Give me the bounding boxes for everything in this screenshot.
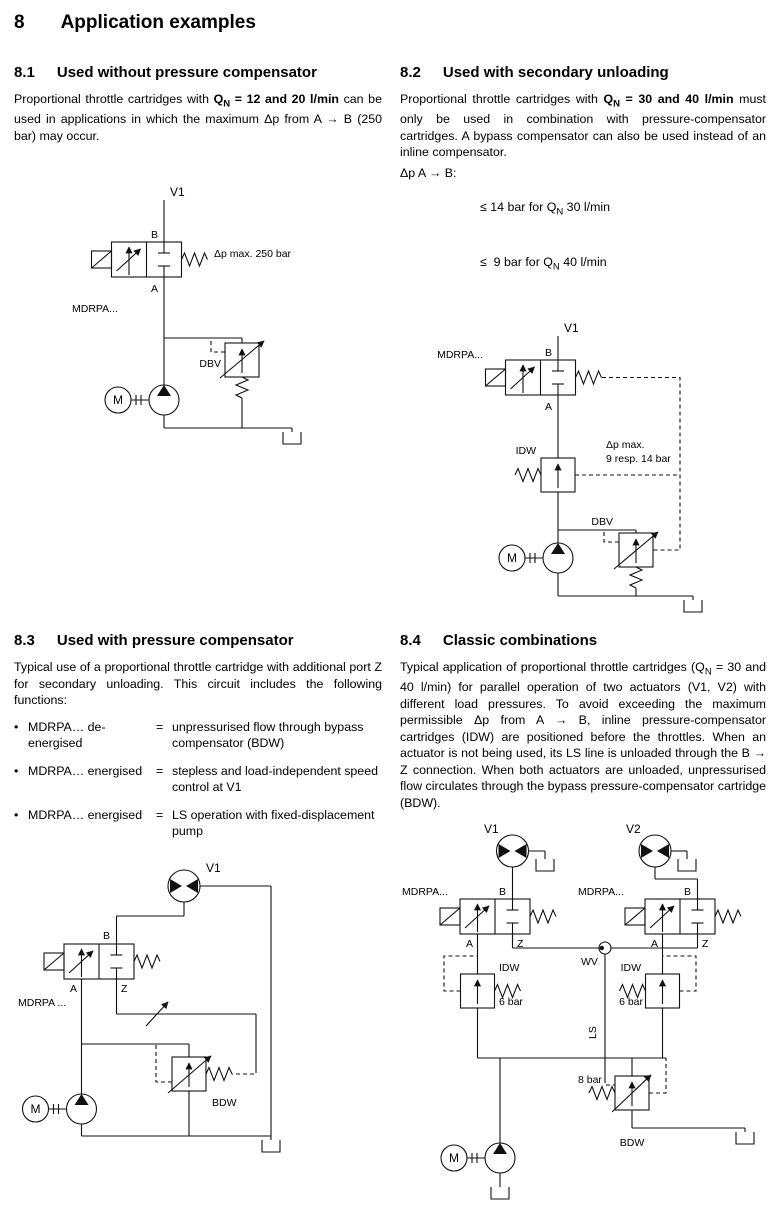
adjustment-arrow	[612, 1075, 651, 1112]
section-title: Used with pressure compensator	[56, 632, 294, 650]
section-number: 8.3	[14, 632, 35, 650]
proportional-throttle-valve-symbol	[44, 944, 160, 979]
list-term: MDRPA… de-energised	[28, 719, 106, 750]
section-heading	[400, 64, 766, 81]
label-motor-m: M	[507, 551, 517, 566]
label-port-b: B	[150, 229, 158, 242]
paragraph	[400, 659, 766, 811]
label-dp-max-2: 9 resp. 14 bar	[606, 453, 671, 466]
subscript: N	[556, 206, 564, 218]
list-desc: unpressurised flow through bypass compensator (BDW)	[172, 719, 364, 750]
bdw-spring	[206, 1067, 232, 1080]
list-term: MDRPA… energised	[28, 764, 143, 779]
page-header	[14, 12, 766, 34]
proportional-throttle-valve-symbol	[486, 360, 602, 395]
delta-p-values	[480, 165, 610, 309]
text-run: = 30 and 40 l/min	[619, 92, 734, 106]
tank-symbol	[684, 600, 702, 612]
section-number: 8.4	[400, 632, 421, 650]
pipe-lines	[478, 851, 746, 1187]
section-title: Classic combinations	[442, 632, 598, 650]
relief-valve-spring	[236, 377, 248, 398]
page-title: Application examples	[60, 12, 256, 33]
section-8-4	[400, 618, 766, 1207]
label-dp-max: Δp max. 250 bar	[214, 248, 292, 261]
section-number: 8.1	[14, 64, 35, 81]
bullet-marker: •	[14, 719, 19, 734]
delta-p-spec	[400, 165, 766, 309]
section-number: 8.2	[400, 64, 421, 81]
label-port-a: A	[69, 982, 77, 995]
paragraph: Typical use of a proportional throttle cartridge with additional port Z for secondary unloading. This circuit includes the following functions:	[14, 660, 382, 708]
delta-p-line-1	[480, 199, 610, 219]
diagram-8-2	[408, 318, 738, 618]
label-port-z2: Z	[702, 938, 709, 951]
label-wv: WV	[581, 956, 598, 969]
bullet-marker: •	[14, 808, 19, 823]
tank-symbol	[262, 1140, 280, 1152]
pressure-compensator-idw2-symbol	[646, 974, 680, 1008]
label-mdrpa: MDRPA...	[437, 349, 483, 362]
drain-tank-symbol	[536, 859, 554, 871]
label-ls: LS	[587, 1026, 599, 1040]
hydraulic-motor-v1-symbol	[497, 835, 529, 867]
text-run: 30 l/min	[563, 200, 611, 215]
label-v2: V2	[626, 822, 641, 837]
label-mdrpa-2: MDRPA...	[578, 886, 624, 899]
label-6bar-1: 6 bar	[499, 996, 523, 1009]
ls-pilot-line	[605, 1079, 615, 1085]
list-desc: LS operation with fixed-displacement pump	[172, 808, 375, 839]
label-port-a2: A	[650, 938, 658, 951]
text-run: Q	[213, 92, 224, 106]
label-port-z1: Z	[517, 938, 524, 951]
dbv-pilot-line	[604, 530, 619, 542]
subscript: N	[223, 98, 231, 110]
pilot-line	[211, 338, 225, 352]
label-port-b1: B	[498, 886, 506, 899]
label-dp-max-1: Δp max.	[606, 439, 645, 452]
function-list	[14, 719, 382, 840]
pressure-compensator-idw1-symbol	[461, 974, 495, 1008]
label-v1: V1	[206, 860, 221, 875]
label-v1: V1	[564, 321, 579, 336]
label-mdrpa: MDRPA...	[72, 303, 118, 316]
suction-tank-symbol	[491, 1187, 509, 1199]
pipe-lines	[558, 336, 693, 600]
section-heading	[400, 632, 766, 649]
list-desc: stepless and load-independent speed control at V1	[172, 764, 378, 795]
text-run: Typical application of proportional throttle cartridges (Q	[400, 660, 705, 675]
bypass-compensator-bdw-symbol	[172, 1057, 206, 1091]
label-idw1: IDW	[499, 962, 520, 975]
equals-sign: =	[156, 808, 164, 823]
bullet-marker: •	[14, 764, 19, 779]
bold-run	[603, 92, 734, 110]
equals-sign: =	[156, 764, 164, 779]
adjustment-arrow	[168, 1056, 211, 1093]
label-motor-m: M	[113, 393, 123, 408]
pipe-lines	[82, 886, 272, 1140]
ls-pilot-line	[232, 1069, 256, 1074]
hydraulic-motor-v2-symbol	[639, 835, 671, 867]
label-idw: IDW	[515, 445, 536, 458]
shuttle-ball	[600, 946, 604, 950]
text-run: = 12 and 20 l/min	[230, 92, 339, 106]
label-v1: V1	[170, 185, 185, 200]
diagram-8-4	[400, 821, 770, 1207]
label-dbv: DBV	[591, 516, 613, 529]
text-run: Proportional throttle cartridges with	[14, 92, 214, 106]
bdw-spring	[589, 1087, 615, 1100]
label-port-z: Z	[121, 982, 128, 995]
label-port-b2: B	[683, 886, 691, 899]
bdw-pilot-line	[156, 1044, 172, 1082]
subscript: N	[613, 98, 620, 110]
tank-symbol	[283, 432, 301, 444]
label-motor-m: M	[449, 1151, 459, 1166]
relief-valve-spring	[630, 567, 642, 588]
section-heading	[14, 632, 382, 649]
section-title: Used with secondary unloading	[442, 64, 669, 81]
label-port-a1: A	[465, 938, 473, 951]
subscript: N	[552, 261, 560, 273]
section-8-3	[14, 618, 382, 1207]
proportional-throttle-valve-1-symbol	[440, 899, 556, 934]
label-bdw: BDW	[619, 1137, 645, 1150]
bold-run	[213, 92, 339, 110]
label-motor-m: M	[30, 1101, 41, 1116]
text-run: can be used in applications in which the maximum Δp from A → B (250 bar) may occur.	[14, 92, 382, 143]
delta-p-line-2	[480, 254, 610, 274]
paragraph	[400, 91, 766, 161]
label-v1: V1	[484, 822, 499, 837]
compensator-spring	[515, 469, 541, 482]
section-8-1	[14, 50, 382, 618]
label-mdrpa-1: MDRPA...	[402, 886, 448, 899]
label-mdrpa: MDRPA ...	[18, 996, 67, 1009]
label-port-b: B	[544, 347, 552, 360]
pressure-compensator-idw-symbol	[541, 458, 575, 492]
text-run: ≤ 14 bar for Q	[480, 200, 557, 215]
label-port-b: B	[102, 929, 110, 942]
section-8-2	[400, 50, 766, 618]
proportional-throttle-valve-symbol	[92, 242, 208, 277]
text-run: ≤ 9 bar for Q	[480, 254, 553, 269]
return-tank-symbol	[736, 1132, 754, 1144]
bdw-pilot-line	[649, 1058, 666, 1093]
two-column-layout	[14, 50, 766, 1207]
list-term: MDRPA… energised	[28, 808, 143, 823]
label-8bar: 8 bar	[578, 1074, 602, 1087]
drain-tank-symbol	[678, 859, 696, 871]
proportional-throttle-valve-2-symbol	[625, 899, 741, 934]
section-heading	[14, 64, 382, 81]
text-run: must only be used in combination with pressure-compensator cartridges. A bypass compensator can also be used instead of an inline compensator.	[400, 92, 767, 160]
text-run: Proportional throttle cartridges with	[400, 92, 604, 106]
diagram-8-3	[16, 854, 326, 1154]
hydraulic-motor-v1-symbol	[168, 870, 200, 902]
chapter-number: 8	[14, 12, 25, 33]
equals-sign: =	[156, 719, 164, 734]
label-bdw: BDW	[212, 1096, 237, 1109]
delta-p-label: Δp A → B:	[400, 165, 457, 180]
diagram-8-1	[42, 180, 342, 452]
section-title: Used without pressure compensator	[56, 64, 317, 81]
text-run: = 30 and 40 l/min) for parallel operation of two actuators (V1, V2) with different load pressures. To avoid exceeding the maximum permissible Δp from A → B, inline pressure-compensator cartridges (IDW) are positioned before the throttles. When an actuator is not being used, its LS line is unloaded through the B → Z connection. When both actuators are unloaded, unpressurised flow circulates through the bypass pressure-compensator cartridge (BDW).	[400, 660, 766, 810]
adjustment-arrow	[614, 532, 658, 569]
paragraph	[14, 91, 382, 144]
label-port-a: A	[150, 283, 158, 296]
text-run: 40 l/min	[559, 254, 607, 269]
label-dbv: DBV	[199, 358, 221, 371]
label-6bar-2: 6 bar	[619, 996, 643, 1009]
label-port-a: A	[544, 401, 552, 414]
label-idw2: IDW	[620, 962, 641, 975]
pipe-lines	[164, 200, 292, 432]
text-run: Q	[603, 92, 614, 106]
subscript: N	[704, 666, 712, 678]
